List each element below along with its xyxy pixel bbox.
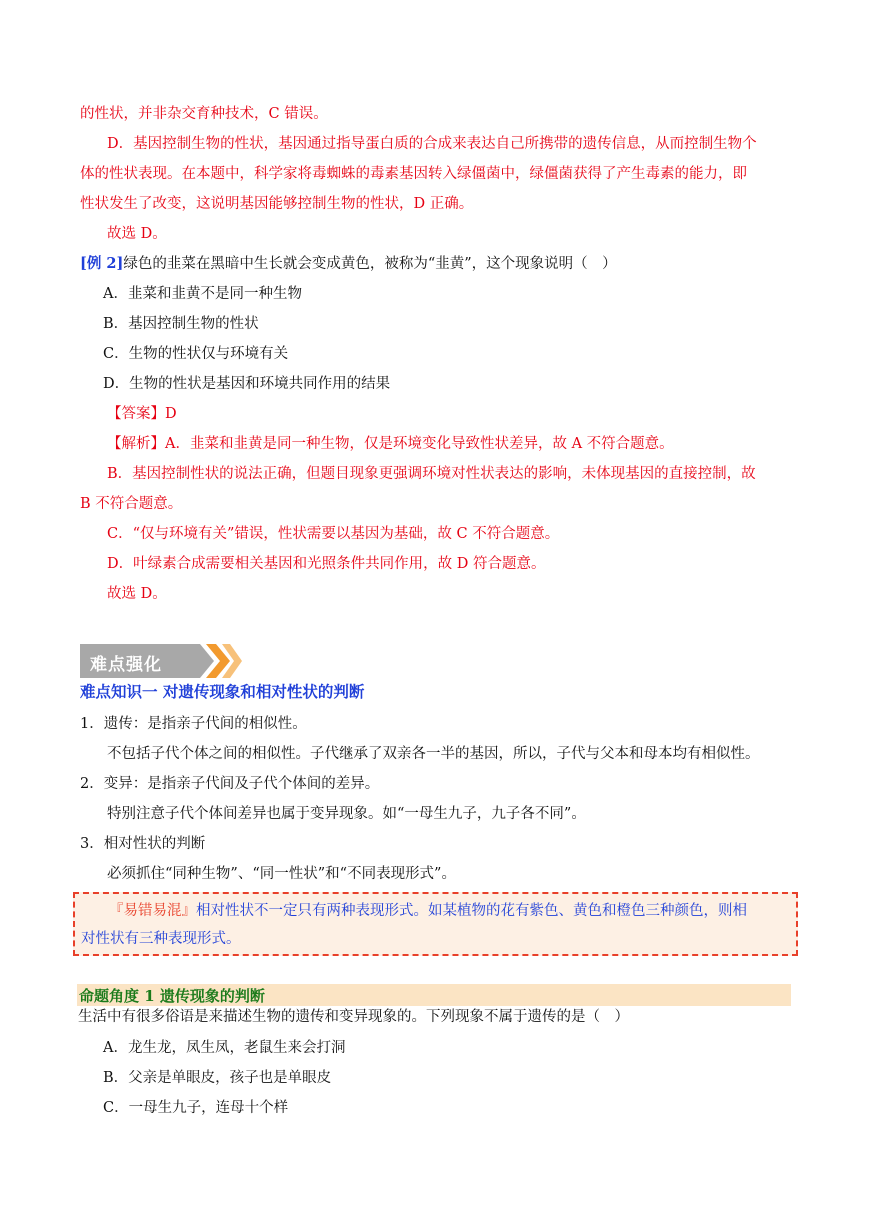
callout-text-1: 相对性状不一定只有两种表现形式。如某植物的花有紫色、黄色和橙色三种颜色，则相	[196, 903, 747, 919]
option-d: D．生物的性状是基因和环境共同作用的结果	[103, 376, 391, 392]
error-prone-callout	[73, 892, 798, 956]
option-b: B．基因控制生物的性状	[103, 316, 259, 332]
knowledge-item-1: 1．遗传：是指亲子代间的相似性。	[80, 716, 307, 732]
analysis-a: 【解析】A．韭菜和韭黄是同一种生物，仅是环境变化导致性状差异，故 A 不符合题意。	[107, 436, 674, 452]
angle-option-a: A．龙生龙，凤生凤，老鼠生来会打洞	[103, 1040, 346, 1056]
callout-tag: 『易错易混』	[109, 903, 196, 919]
prev-explanation-d-line: 性状发生了改变，这说明基因能够控制生物的性状，D 正确。	[80, 196, 474, 212]
analysis-c: C．“仅与环境有关”错误，性状需要以基因为基础，故 C 不符合题意。	[107, 526, 560, 542]
example-question-text: 绿色的韭菜在黑暗中生长就会变成黄色，被称为“韭黄”，这个现象说明（ ）	[123, 256, 617, 272]
example-tag: [例 2]	[80, 255, 124, 272]
option-c: C．生物的性状仅与环境有关	[103, 346, 289, 362]
knowledge-item-1-note: 不包括子代个体之间的相似性。子代继承了双亲各一半的基因，所以，子代与父本和母本均有相似性。	[107, 746, 760, 762]
knowledge-item-2-note: 特别注意子代个体间差异也属于变异现象。如“一母生九子，九子各不同”。	[107, 806, 586, 822]
choose-answer: 故选 D。	[107, 586, 167, 602]
angle-question: 生活中有很多俗语是来描述生物的遗传和变异现象的。下列现象不属于遗传的是（ ）	[78, 1009, 629, 1025]
angle-option-c: C．一母生九子，连母十个样	[103, 1100, 289, 1116]
answer-label: 【答案】D	[107, 406, 177, 422]
angle-option-b: B．父亲是单眼皮，孩子也是单眼皮	[103, 1070, 332, 1086]
prev-explanation-d-line: 体的性状表现。在本题中，科学家将毒蜘蛛的毒素基因转入绿僵菌中，绿僵菌获得了产生毒素的能力，即	[80, 166, 747, 182]
prev-choose-answer: 故选 D。	[107, 226, 167, 242]
callout-line	[109, 896, 747, 926]
badge-label: 难点强化	[90, 655, 162, 675]
knowledge-item-3-note: 必须抓住“同种生物”、“同一性状”和“不同表现形式”。	[107, 866, 456, 882]
prev-explanation-line: 的性状，并非杂交育种技术，C 错误。	[80, 106, 328, 122]
section-title: 难点知识一 对遗传现象和相对性状的判断	[80, 682, 365, 701]
angle-header	[77, 984, 791, 1006]
option-a: A．韭菜和韭黄不是同一种生物	[103, 286, 302, 302]
knowledge-item-2: 2．变异：是指亲子代间及子代个体间的差异。	[80, 776, 380, 792]
knowledge-item-3: 3．相对性状的判断	[80, 836, 206, 852]
analysis-b: B．基因控制性状的说法正确，但题目现象更强调环境对性状表达的影响，未体现基因的直接控制，故	[107, 466, 756, 482]
analysis-b-cont: B 不符合题意。	[80, 496, 183, 512]
prev-explanation-d-line: D．基因控制生物的性状，基因通过指导蛋白质的合成来表达自己所携带的遗传信息，从而控制生物个	[107, 136, 757, 152]
section-badge	[80, 644, 242, 678]
example-question	[80, 254, 617, 274]
angle-title: 命题角度 1 遗传现象的判断	[79, 987, 265, 1005]
callout-text-2: 对性状有三种表现形式。	[81, 931, 241, 947]
analysis-d: D．叶绿素合成需要相关基因和光照条件共同作用，故 D 符合题意。	[107, 556, 546, 572]
